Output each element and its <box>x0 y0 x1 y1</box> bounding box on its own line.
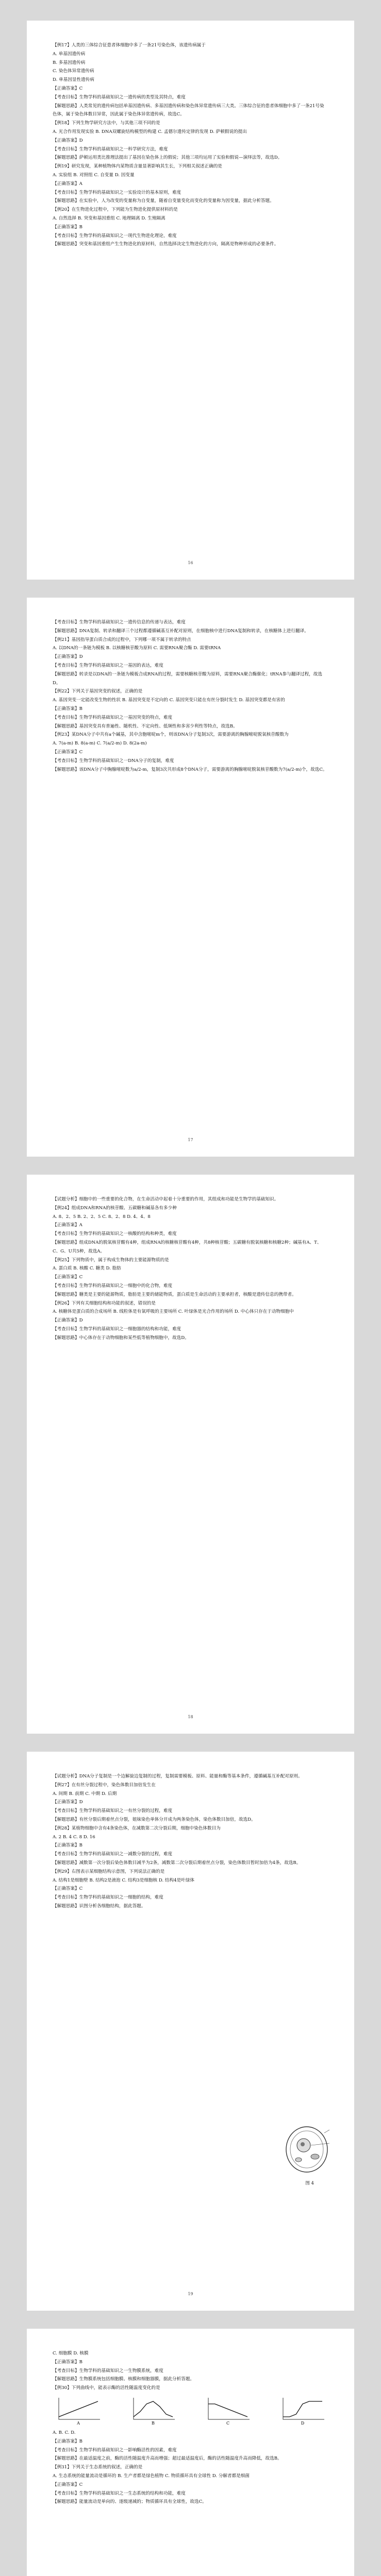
text-line: 【考查目标】生物学科的基础知识之一遗传信息的传递与表达，难度 <box>53 620 186 625</box>
curve-line-c <box>208 2404 247 2417</box>
text-line: 【例19】研究发现，某种植物体内某物质含量显著影响其生长，下列相关叙述正确的是 <box>53 164 222 170</box>
text-line: 【解题思路】人类常见的遗传病包括单基因遗传病、多基因遗传病和染色体异常遗传病三大类。三体综合征的患者体细胞中多了一条21号染色体，属于染色体数目异常，因此属于染色体异常遗传病，故选C。 <box>53 103 324 117</box>
page-1-body <box>53 41 328 249</box>
text-line: B. 多基因遗传病 <box>53 60 86 65</box>
page-2-body <box>53 618 328 774</box>
document-page-5 <box>27 2329 354 2576</box>
text-line: 【正确答案】D <box>53 654 83 660</box>
text-line: 【例21】基因指导蛋白质合成的过程中，下列哪一项不属于转录的特点 <box>53 637 191 642</box>
text-line: 【解题思路】中心体存在于动物细胞和某些低等植物细胞中，故选D。 <box>53 1335 189 1341</box>
curve-label: C <box>226 2420 230 2426</box>
curve-label: A <box>77 2420 80 2426</box>
curve-chart-a <box>53 2396 104 2426</box>
text-line: 【正确答案】B <box>53 1843 82 1849</box>
text-line: A. 蛋白质 B. 核酸 C. 糖类 D. 脂肪 <box>53 1266 121 1272</box>
text-line: 【解题思路】生物膜系统包括细胞膜、核膜和细胞器膜，据此分析答题。 <box>53 2377 195 2382</box>
text-line: A. 实验组 B. 对照组 C. 自变量 D. 因变量 <box>53 172 135 178</box>
curve-chart-d <box>277 2396 328 2426</box>
text-line: 【正确答案】C <box>53 1275 83 1280</box>
text-line: A. 7(a-m) B. 8(a-m) C. 7(a/2-m) D. 8(2a-m) <box>53 741 147 747</box>
text-line: 【例30】下列曲线中，能表示酶的活性随温度变化的是 <box>53 2385 160 2391</box>
text-line: 【例25】下列物质中，属于构成生物体的主要能源物质的是 <box>53 1257 169 1263</box>
text-line: A. 光合作用发现实验 B. DNA双螺旋结构模型的构建 C. 孟德尔遗传定律的发现 D. 萨顿假说的提出 <box>53 129 247 134</box>
text-line: 【考查目标】生物学科的基础知识之一现代生物进化理论，难度 <box>53 233 177 239</box>
text-line: 【解题思路】识图分析各细胞结构，据此答题。 <box>53 1903 146 1909</box>
text-line: 【正确答案】D <box>53 1800 83 1805</box>
text-line: 【正确答案】D <box>53 1318 83 1324</box>
text-line: 【考查目标】生物学科的基础知识之一生物膜系统，难度 <box>53 2368 163 2374</box>
text-line: 【正确答案】C <box>53 1886 83 1892</box>
text-line: 【解题思路】突变和基因重组产生生物进化的原材料，自然选择决定生物进化的方向，隔离是物种形成的必要条件。 <box>53 242 279 247</box>
text-line: 【解题思路】能量流动是单向的、逐级递减的；物质循环具有全球性，故选C。 <box>53 2499 207 2505</box>
page-number: 19 <box>188 2292 193 2296</box>
text-line: C. 细胞膜 D. 核膜 <box>53 2351 89 2356</box>
text-line: 【解题思路】减数第一次分裂后染色体数目减半为2条，减数第二次分裂后期着丝点分裂，染色体数目暂时加倍为4条，故选B。 <box>53 1860 301 1866</box>
text-line: A. 自然选择 B. 突变和基因重组 C. 地理隔离 D. 生殖隔离 <box>53 215 165 221</box>
text-line: 【正确答案】C <box>53 86 83 91</box>
text-line: D. 单基因显性遗传病 <box>53 77 94 83</box>
text-line: A. 核糖体是蛋白质的合成场所 B. 线粒体是有氧呼吸的主要场所 C. 叶绿体是光合作用的场所 D. 中心体只存在于动物细胞中 <box>53 1309 294 1315</box>
text-line: 【考查目标】生物学科的基础知识之一DNA分子的复制，难度 <box>53 758 174 764</box>
text-line: A. 基因突变一定能改变生物的性状 B. 基因突变是不定向的 C. 基因突变只能在有丝分裂时发生 D. 基因突变都是有害的 <box>53 698 285 703</box>
text-line: 【解题思路】基因突变具有普遍性、随机性、不定向性、低频性和多害少利性等特点，故选B。 <box>53 723 238 729</box>
curve-label: D <box>301 2420 305 2426</box>
text-line: 【正确答案】C <box>53 2482 83 2487</box>
text-line: 【考查目标】生物学科的基础知识之一细胞的结构，难度 <box>53 1895 163 1901</box>
curve-line-b <box>134 2401 173 2417</box>
page-5-body <box>53 2349 328 2506</box>
text-line: 【试题分析】DNA分子复制是一个边解旋边复制的过程，复制需要模板、原料、能量和酶等基本条件，遵循碱基互补配对原则。 <box>53 1774 303 1779</box>
text-line: A. 单基因遗传病 <box>53 51 86 57</box>
curve-label: B <box>152 2420 155 2426</box>
text-line: 【例17】人类的三体综合征患者体细胞中多了一条21号染色体，该遗传病属于 <box>53 43 206 48</box>
text-line: 【例24】组成DNA和RNA的核苷酸、五碳糖和碱基各有多少种 <box>53 1205 177 1211</box>
text-line: 【例20】在生物进化过程中，下列能为生物进化提供原材料的是 <box>53 207 178 213</box>
text-line: 【正确答案】C <box>53 749 83 755</box>
document-page-2 <box>27 598 354 1157</box>
text-line: 【例26】下列有关细胞结构和功能的叙述，错误的是 <box>53 1300 156 1306</box>
text-line: 【考查目标】生物学科的基础知识之一影响酶活性的因素，难度 <box>53 2447 177 2453</box>
text-line: 【例22】下列关于基因突变的叙述，正确的是 <box>53 689 143 694</box>
text-line: 【考查目标】生物学科的基础知识之一基因突变的特点，难度 <box>53 715 173 720</box>
text-line: 【正确答案】B <box>53 706 82 711</box>
text-line: 【正确答案】B <box>53 2438 82 2444</box>
text-line: 【解题思路】该DNA分子中胸腺嘧啶数为a/2-m，复制3次共形成8个DNA分子，需要游离的胸腺嘧啶脱氧核苷酸数为7(a/2-m)个，故选C。 <box>53 767 327 772</box>
curve-chart-b <box>127 2396 179 2426</box>
text-line: 【正确答案】B <box>53 2359 82 2365</box>
text-line: 【考查目标】生物学科的基础知识之一细胞中的化合物，难度 <box>53 1283 173 1289</box>
text-line: 【考查目标】生物学科的基础知识之一实验设计的基本原则，难度 <box>53 190 181 195</box>
curve-line-d <box>283 2401 322 2417</box>
text-line: 【例29】右图表示某细胞结构示意图，下列说法正确的是 <box>53 1869 165 1874</box>
text-line: 【考查目标】生物学科的基础知识之一细胞器的结构和功能，难度 <box>53 1326 181 1332</box>
text-line: 【例23】某DNA分子中共有a个碱基，其中含胞嘧啶m个，则该DNA分子复制3次，需要游离的胸腺嘧啶脱氧核苷酸数为 <box>53 732 289 738</box>
document-page-1 <box>27 21 354 580</box>
chart-axes <box>208 2398 250 2419</box>
text-line: A. B. C. D. <box>53 2430 76 2435</box>
chart-axes <box>134 2398 175 2419</box>
text-line: A. 8、2、5 B. 2、2、5 C. 8、2、8 D. 4、4、8 <box>53 1214 151 1219</box>
text-line: 【正确答案】A <box>53 1223 82 1228</box>
cell-structure-figure <box>283 2123 330 2176</box>
text-line: 【考查目标】生物学科的基础知识之一基因的表达，难度 <box>53 663 163 668</box>
text-line: 【考查目标】生物学科的基础知识之一科学研究方法，难度 <box>53 146 168 152</box>
text-line: A. 间期 B. 前期 C. 中期 D. 后期 <box>53 1791 117 1797</box>
page-4-body <box>53 1772 328 1911</box>
text-line: 【考查目标】生物学科的基础知识之一生态系统的结构和功能，难度 <box>53 2490 186 2496</box>
text-line: A. 2 B. 4 C. 8 D. 16 <box>53 1834 95 1840</box>
text-line: 【解题思路】组成DNA的脱氧核苷酸有4种，组成RNA的核糖核苷酸有4种，共8种核苷酸；五碳糖有脱氧核糖和核糖2种；碱基有A、T、C、G、U共5种，故选A。 <box>53 1240 322 1254</box>
curve-line-a <box>59 2401 98 2417</box>
page-3-body <box>53 1195 328 1343</box>
text-line: 【解题思路】萨顿运用类比推理法提出了基因在染色体上的假说；其他三项均运用了实验和假说—演绎法等，故选D。 <box>53 155 283 161</box>
text-line: 【解题思路】DNA复制、转录和翻译三个过程都遵循碱基互补配对原则，在细胞核中进行DNA复制和转录，在核糖体上进行翻译。 <box>53 628 309 634</box>
text-line: 【解题思路】有丝分裂后期着丝点分裂，姐妹染色单体分开成为两条染色体，染色体数目加倍，故选D。 <box>53 1817 256 1822</box>
text-line: 【正确答案】A <box>53 181 82 187</box>
page-number: 16 <box>188 561 193 565</box>
page-number: 18 <box>188 1715 193 1719</box>
curve-chart-c <box>202 2396 254 2426</box>
text-line: A. 以DNA的一条链为模板 B. 以核糖核苷酸为原料 C. 需要RNA聚合酶 D. 需要tRNA <box>53 646 221 651</box>
chart-axes <box>283 2398 324 2419</box>
document-page-4 <box>27 1752 354 2311</box>
text-line: 【考查目标】生物学科的基础知识之一核酸的结构和种类，难度 <box>53 1231 177 1237</box>
text-line: C. 染色体异常遗传病 <box>53 69 94 74</box>
text-line: 【解题思路】在最适温度之前，酶的活性随温度升高而增强；超过最适温度后，酶的活性随温度升高而降低，故选B。 <box>53 2456 282 2462</box>
page-number: 17 <box>188 1138 193 1142</box>
text-line: 【例28】某植物细胞中含有4条染色体，在减数第二次分裂后期，细胞中染色体数目为 <box>53 1825 221 1831</box>
temperature-curve-options <box>53 2396 328 2426</box>
text-line: 【考查目标】生物学科的基础知识之一有丝分裂的过程，难度 <box>53 1808 173 1814</box>
text-line: 【正确答案】D <box>53 138 83 143</box>
text-line: 【考查目标】生物学科的基础知识之一遗传病的类型及其特点，难度 <box>53 94 186 100</box>
document-page-3 <box>27 1175 354 1734</box>
text-line: A. 结构1是细胞壁 B. 结构2是液泡 C. 结构3是细胞核 D. 结构4是叶绿体 <box>53 1877 194 1883</box>
text-line: 【解题思路】在实验中，人为改变的变量称为自变量，随着自变量变化而变化的变量称为因变量，据此分析答题。 <box>53 198 274 204</box>
text-line: 【解题思路】转录是以DNA的一条链为模板合成RNA的过程，需要核糖核苷酸为原料，需要RNA聚合酶催化；tRNA参与翻译过程，故选D。 <box>53 671 322 686</box>
text-line: 【考查目标】生物学科的基础知识之一减数分裂的过程，难度 <box>53 1852 173 1857</box>
text-line: A. 生态系统的能量流动是循环的 B. 生产者都是绿色植物 C. 物质循环具有全球性 D. 分解者都是细菌 <box>53 2473 250 2479</box>
text-line: 【例31】下列关于生态系统的叙述，正确的是 <box>53 2465 143 2470</box>
text-line: 【试题分析】细胞中的一些重要的化合物，在生命活动中起着十分重要的作用，其组成和功能是生物学的基础知识。 <box>53 1197 279 1202</box>
text-line: 【解题思路】糖类是主要的能源物质，脂肪是主要的储能物质，蛋白质是生命活动的主要承担者，核酸是遗传信息的携带者。 <box>53 1292 296 1297</box>
text-line: 【例18】下列生物学研究方法中，与其他三项不同的是 <box>53 121 160 126</box>
text-line: 【正确答案】B <box>53 224 82 230</box>
text-line: 【例27】在有丝分裂过程中，染色体数目加倍发生在 <box>53 1782 156 1788</box>
figure-caption: 图 4 <box>305 2181 314 2186</box>
